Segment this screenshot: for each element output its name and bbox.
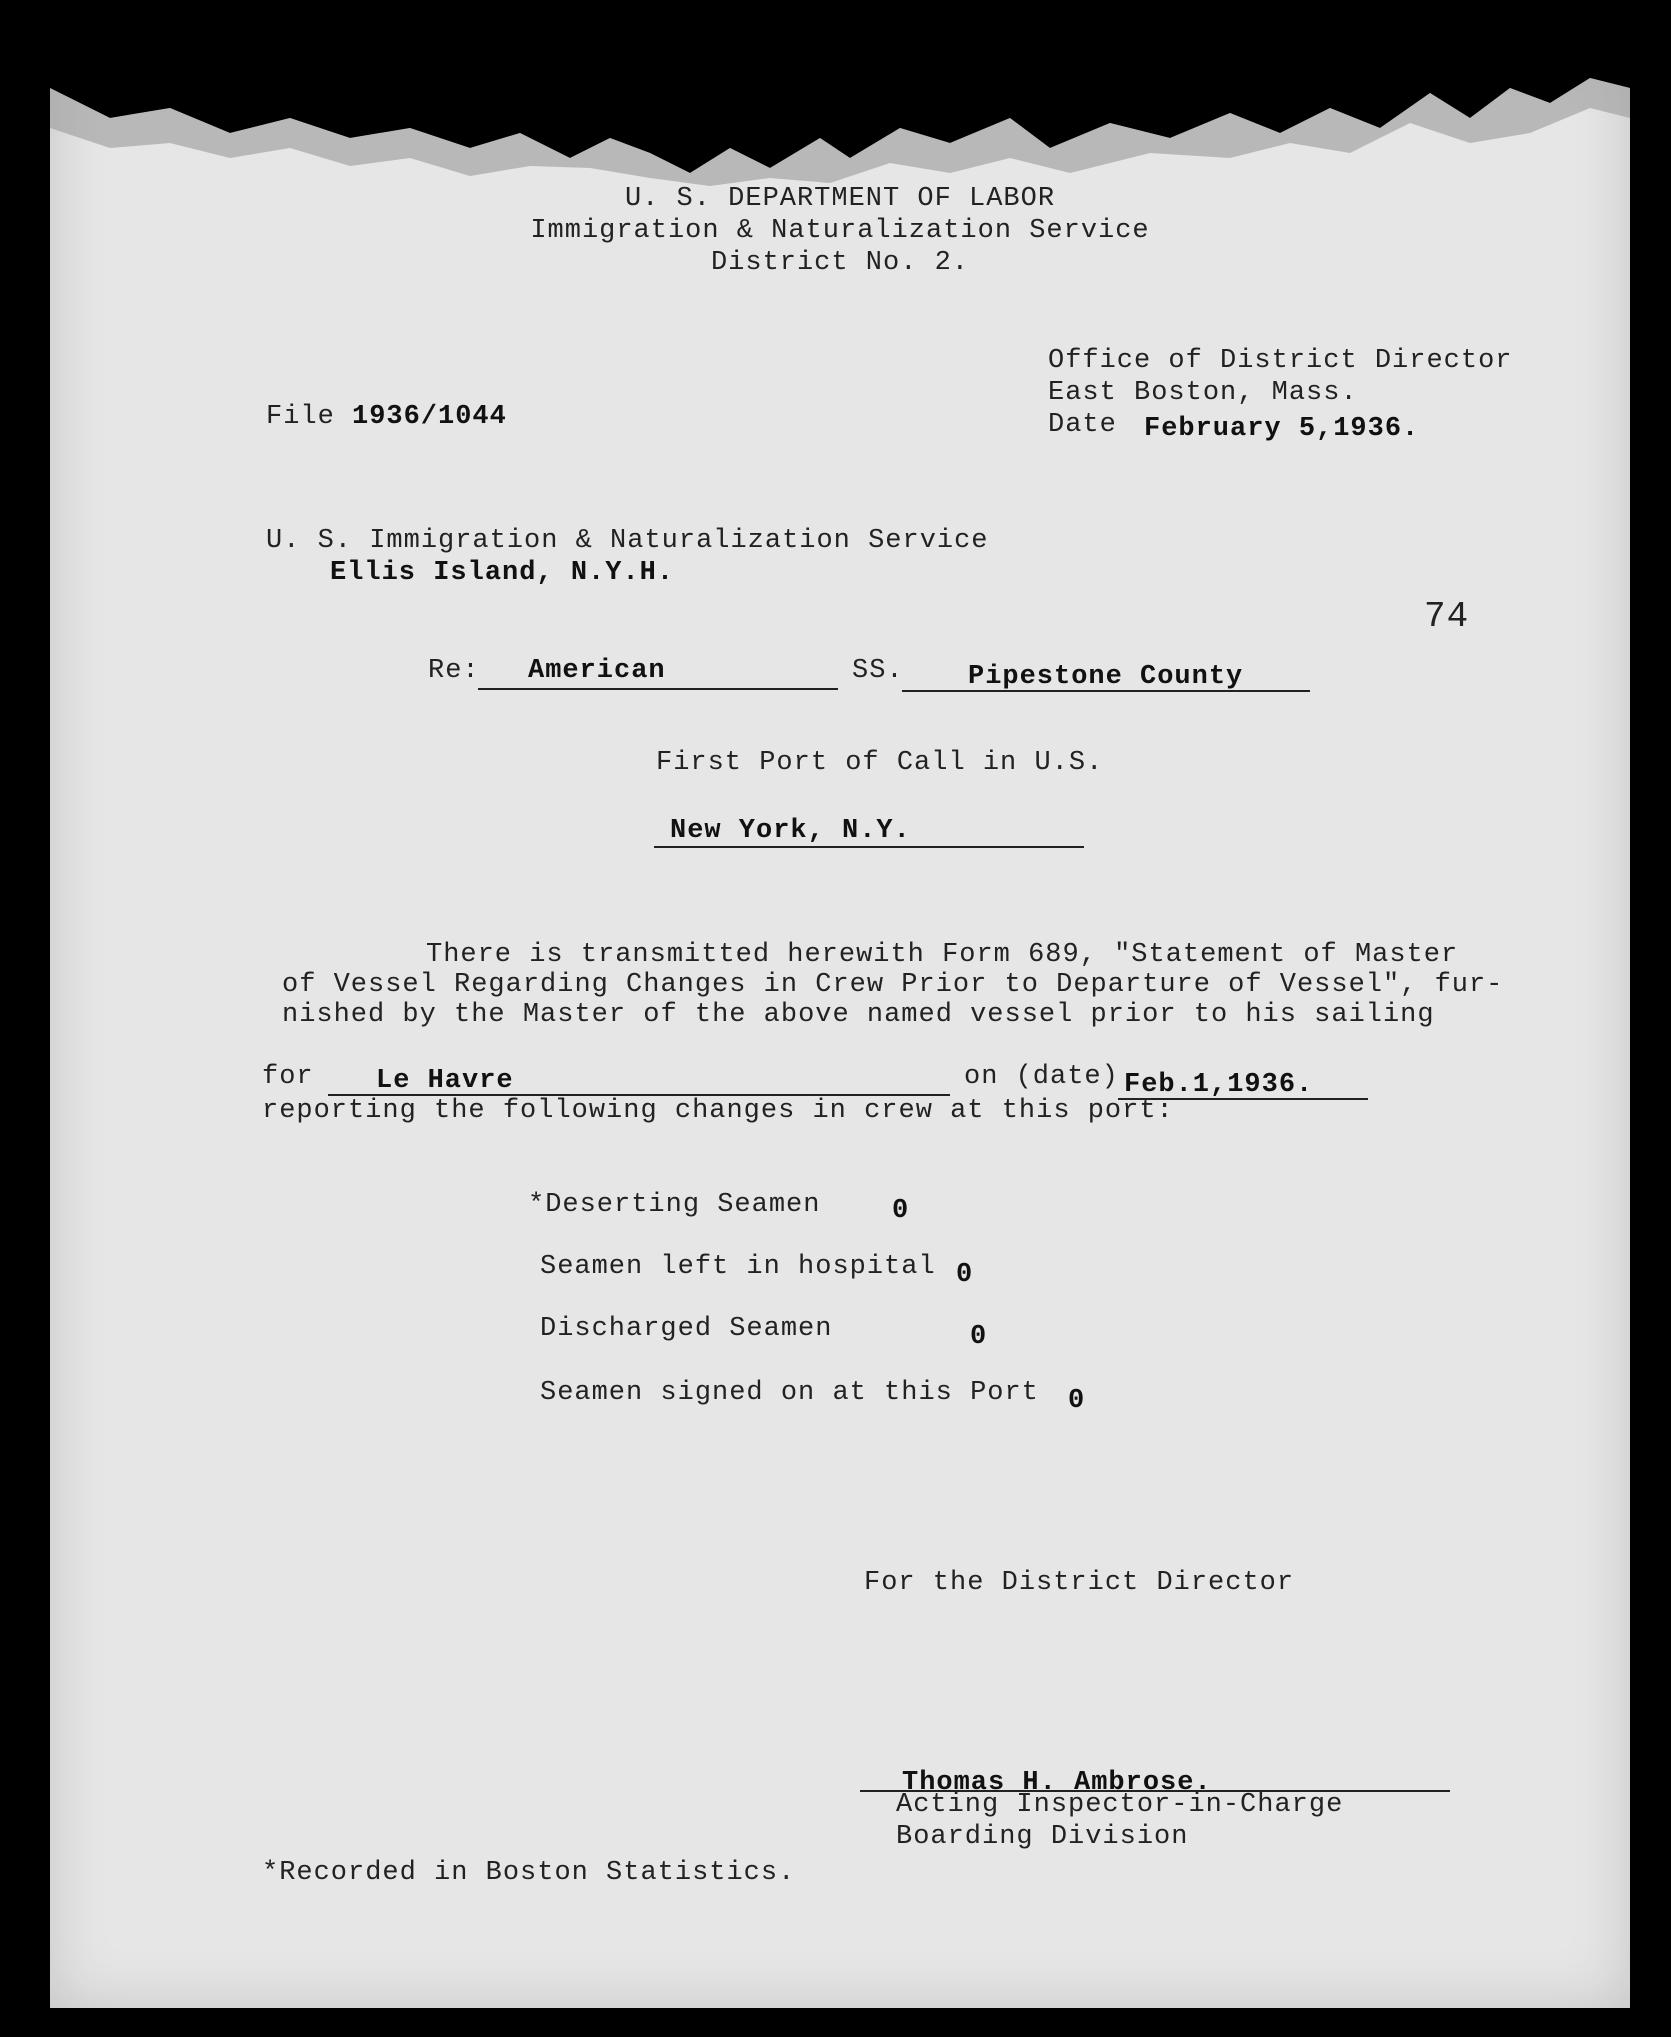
- change-label-signed-on: Seamen signed on at this Port: [540, 1378, 1039, 1408]
- first-port-label: First Port of Call in U.S.: [656, 748, 1104, 778]
- ss-label: SS.: [852, 656, 904, 686]
- signatory-title-2: Boarding Division: [896, 1822, 1189, 1852]
- for-label: for: [262, 1062, 314, 1092]
- service-title: Immigration & Naturalization Service: [530, 216, 1150, 246]
- department-title: U. S. DEPARTMENT OF LABOR: [624, 184, 1056, 214]
- district-title: District No. 2.: [710, 248, 970, 278]
- office-line-2: East Boston, Mass.: [1048, 378, 1358, 408]
- ss-underline: [902, 690, 1310, 692]
- change-value-deserting: 0: [892, 1196, 910, 1226]
- ss-value: Pipestone County: [968, 662, 1244, 692]
- change-label-hospital: Seamen left in hospital: [540, 1252, 936, 1282]
- sailing-date-value: Feb.1,1936.: [1124, 1070, 1314, 1100]
- office-line-1: Office of District Director: [1048, 346, 1513, 376]
- change-label-discharged: Discharged Seamen: [540, 1314, 833, 1344]
- addressee-line-2: Ellis Island, N.Y.H.: [330, 558, 675, 588]
- re-label: Re:: [428, 656, 480, 686]
- destination-value: Le Havre: [376, 1066, 514, 1096]
- page-number: 74: [1424, 596, 1470, 637]
- re-value: American: [528, 656, 666, 686]
- signatory-title-1: Acting Inspector-in-Charge: [896, 1790, 1344, 1820]
- sailing-date-label: on (date): [964, 1062, 1119, 1092]
- body-line-3: nished by the Master of the above named vessel prior to his sailing: [282, 1000, 1435, 1030]
- signatory-name: Thomas H. Ambrose.: [902, 1768, 1212, 1798]
- body-line-2: of Vessel Regarding Changes in Crew Prior to Departure of Vessel", fur-: [282, 970, 1504, 1000]
- body-line-1: There is transmitted herewith Form 689, "Statement of Master: [426, 940, 1459, 970]
- file-label: File: [266, 402, 335, 432]
- addressee-line-1: U. S. Immigration & Naturalization Service: [266, 526, 989, 556]
- torn-edge-decoration: [50, 48, 1630, 188]
- change-value-discharged: 0: [970, 1322, 988, 1352]
- reporting-line: reporting the following changes in crew at this port:: [262, 1096, 1174, 1126]
- change-label-deserting: *Deserting Seamen: [528, 1190, 821, 1220]
- change-value-signed-on: 0: [1068, 1386, 1086, 1416]
- first-port-underline: [654, 846, 1084, 848]
- date-label: Date: [1048, 410, 1117, 440]
- document-page: [50, 48, 1630, 2008]
- re-underline: [478, 688, 838, 690]
- file-number: 1936/1044: [352, 402, 507, 432]
- change-value-hospital: 0: [956, 1260, 974, 1290]
- for-district-director: For the District Director: [864, 1568, 1295, 1598]
- date-value: February 5,1936.: [1144, 414, 1420, 444]
- footnote: *Recorded in Boston Statistics.: [262, 1858, 796, 1888]
- first-port-value: New York, N.Y.: [670, 816, 911, 846]
